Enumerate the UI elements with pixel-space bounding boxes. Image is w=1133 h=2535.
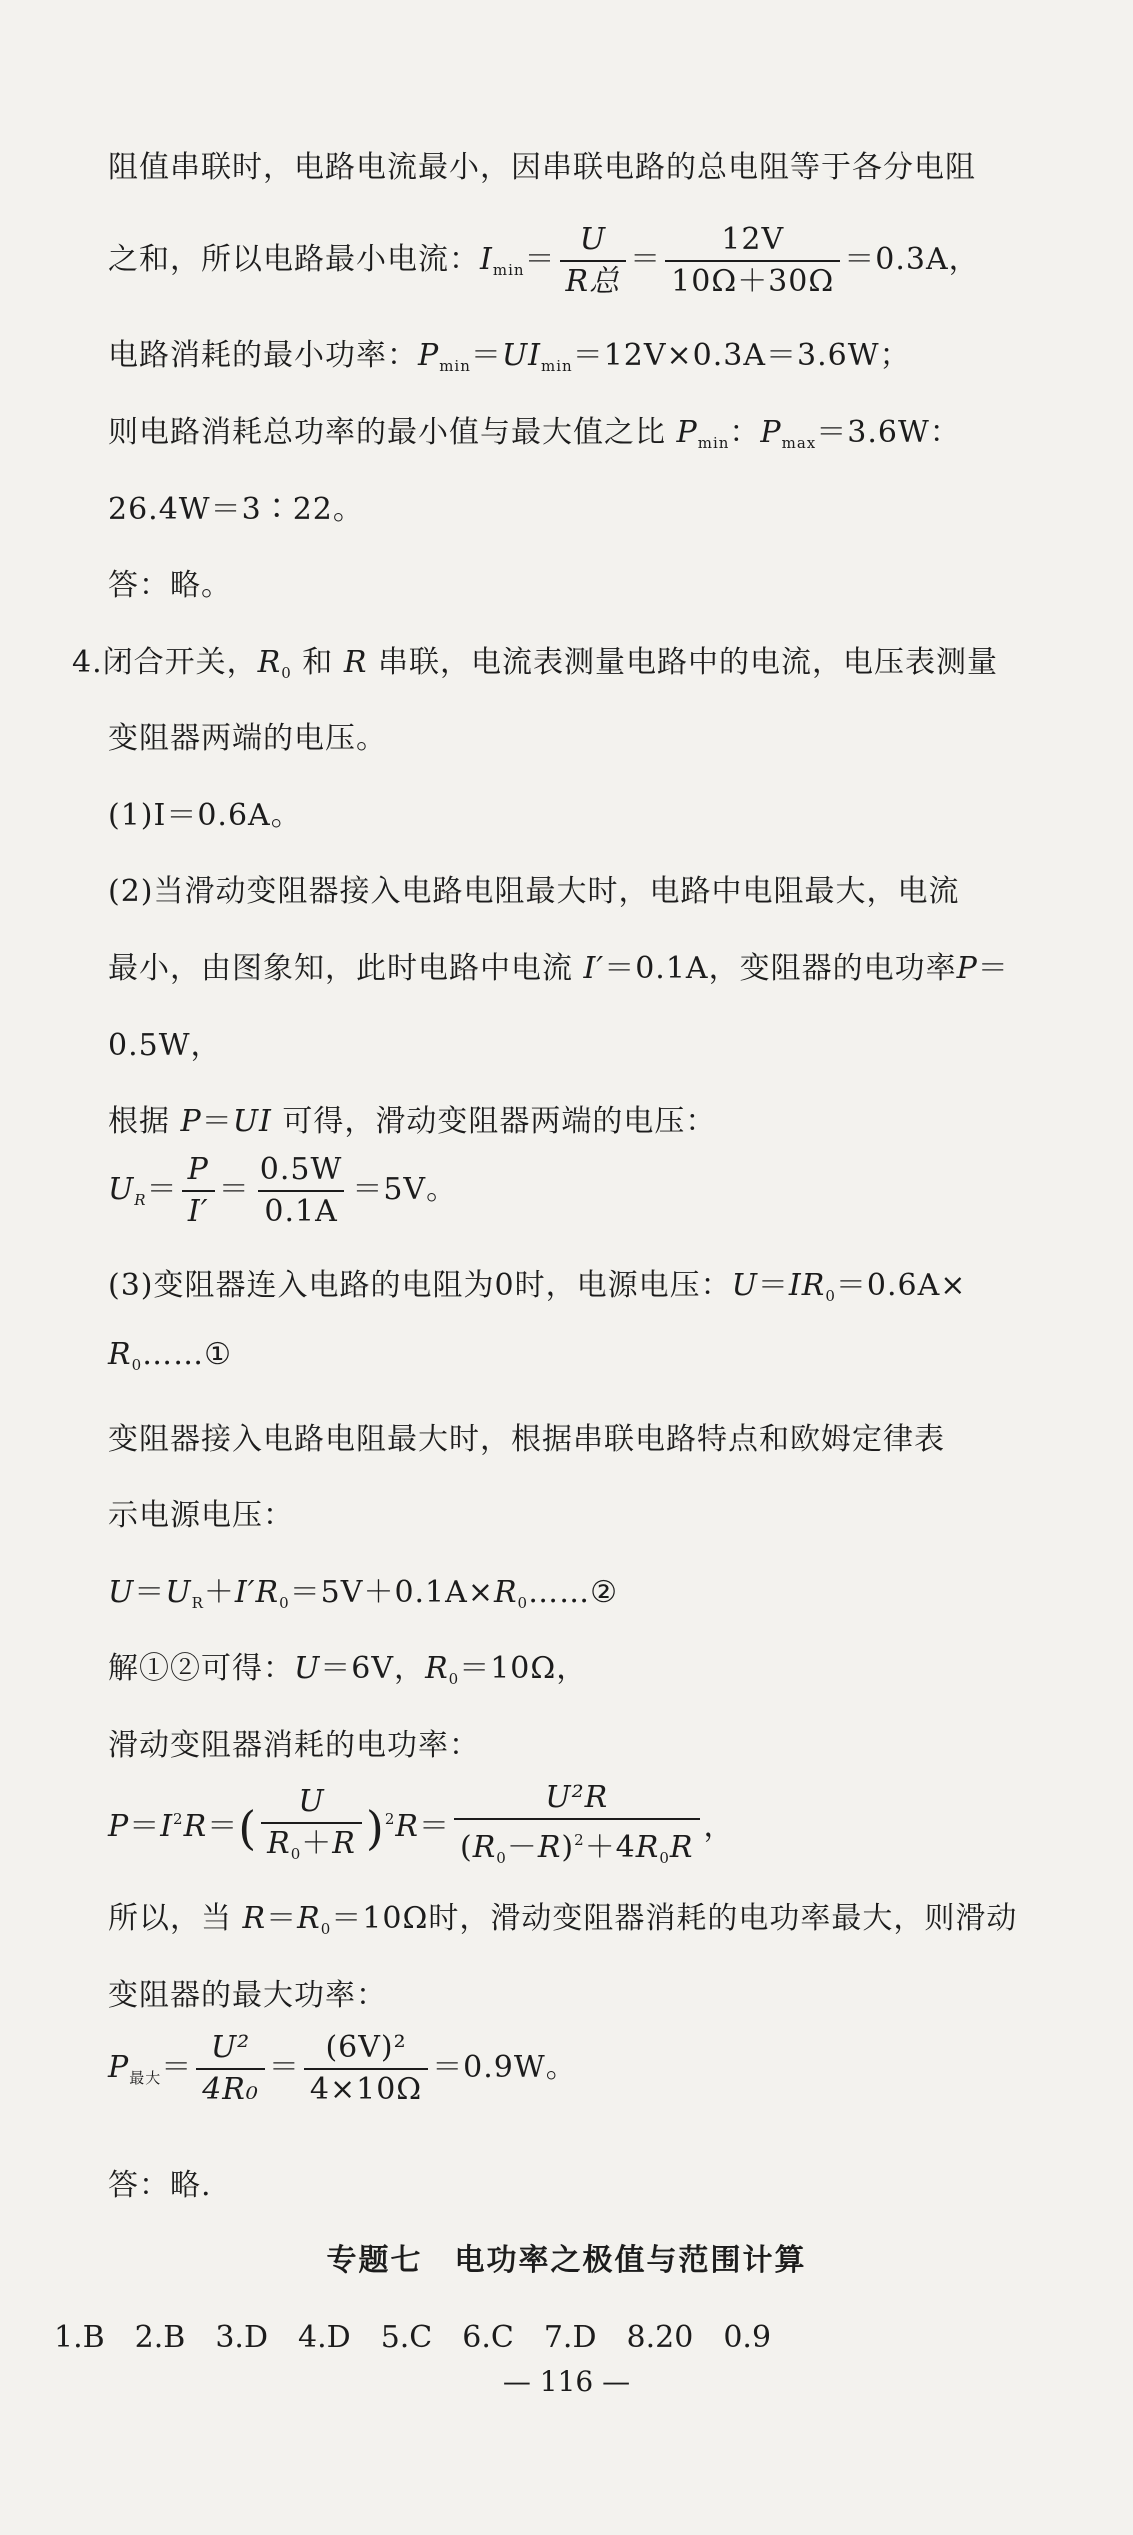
- text-line-voltage: $U_R=$ $\frac{P}{I'}$ ＝ $\frac{0.5W}{0.1A}$ ＝5V。: [108, 1150, 457, 1232]
- text-line: 电路消耗的最小功率：$P_{min}=UI_{min}=12V\times 0.3A=3.6W$；: [108, 338, 911, 375]
- page-number: — 116 —: [502, 2365, 631, 2398]
- text-line: 0.5W，: [108, 1028, 222, 1063]
- text-line: (1)I＝0.6A。: [108, 798, 302, 833]
- text-line: (2)当滑动变阻器接入电路电阻最大时，电路中电阻最大，电流: [108, 874, 960, 909]
- text-line: (3)变阻器连入电路的电阻为0时，电源电压：$U=IR_0=0.6A\times$: [108, 1268, 967, 1305]
- text-line: 滑动变阻器消耗的电功率：: [108, 1728, 480, 1763]
- fraction: $\frac{\text{U²R}}{(R_0-R)^2+4R_0R}$: [454, 1778, 700, 1878]
- text-line-power-formula: $P=I^2R=$( $\frac{U}{R_0+R}$ )$^2$R＝ $\frac{\text{U²R}}{(R_0-R)^2+4R_0R}$ ，: [108, 1778, 735, 1878]
- fraction: $\frac{\text{(6V)²}}{4\times 10\Omega}$: [304, 2028, 428, 2110]
- answer-key: 1.B 2.B 3.D 4.D 5.C 6.C 7.D 8.20 0.9: [54, 2320, 772, 2355]
- text-line-min-current: 之和，所以电路最小电流：$I_{min}=$ $\frac{U}{\text{R总}}$ ＝ $\frac{12V}{10\Omega+30\Omega}$ ＝0.3A，: [108, 220, 980, 302]
- text-line: 变阻器的最大功率：: [108, 1978, 387, 2013]
- text-line: 解①②可得：U＝6V，$R_0=10\Omega$，: [108, 1651, 588, 1688]
- text-line: 4.闭合开关，$R_0$ 和 R 串联，电流表测量电路中的电流，电压表测量: [72, 645, 998, 682]
- text-line: 变阻器两端的电压。: [108, 721, 387, 756]
- fraction: $\frac{U}{\text{R总}}$: [560, 220, 627, 302]
- section-heading: 专题七 电功率之极值与范围计算: [326, 2243, 807, 2278]
- text-line: $U=U_R+I'R_0=5V+0.1A\times R_0\dots\dots ②$: [108, 1575, 618, 1612]
- text-line: 变阻器接入电路电阻最大时，根据串联电路特点和欧姆定律表: [108, 1422, 945, 1457]
- fraction: $\frac{\text{U²}}{\text{4R₀}}$: [196, 2028, 265, 2110]
- fraction: $\frac{0.5W}{0.1A}$: [254, 1150, 349, 1232]
- text-line: $R_0\dots\dots ①$: [108, 1337, 233, 1374]
- fraction: $\frac{12V}{10\Omega+30\Omega}$: [665, 220, 840, 302]
- text-line-max-power: $P_{最大}=$ $\frac{\text{U²}}{\text{4R₀}}$ ＝ $\frac{\text{(6V)²}}{4\times 10\Omega}$ ＝0.9W。: [108, 2028, 577, 2110]
- text-line: 则电路消耗总功率的最小值与最大值之比 $P_{min}$：$P_{max}=3.6W$：: [108, 415, 961, 452]
- text-line: 所以，当 $R=R_0=10\Omega$时，滑动变阻器消耗的电功率最大，则滑动: [108, 1901, 1018, 1938]
- text-line: 示电源电压：: [108, 1498, 294, 1533]
- text-line: 答：略。: [108, 568, 232, 603]
- text-line: 阻值串联时，电路电流最小，因串联电路的总电阻等于各分电阻: [108, 150, 976, 185]
- text-line: 26.4W＝3∶22。: [108, 492, 364, 527]
- text-line: 答：略.: [108, 2168, 212, 2203]
- fraction: $\frac{U}{R_0+R}$: [261, 1782, 362, 1874]
- text-line: 根据 P＝UI 可得，滑动变阻器两端的电压：: [108, 1104, 717, 1139]
- fraction: $\frac{P}{I'}$: [182, 1150, 215, 1232]
- text-line: 最小，由图象知，此时电路中电流 I′＝0.1A，变阻器的电功率P＝: [108, 951, 1009, 986]
